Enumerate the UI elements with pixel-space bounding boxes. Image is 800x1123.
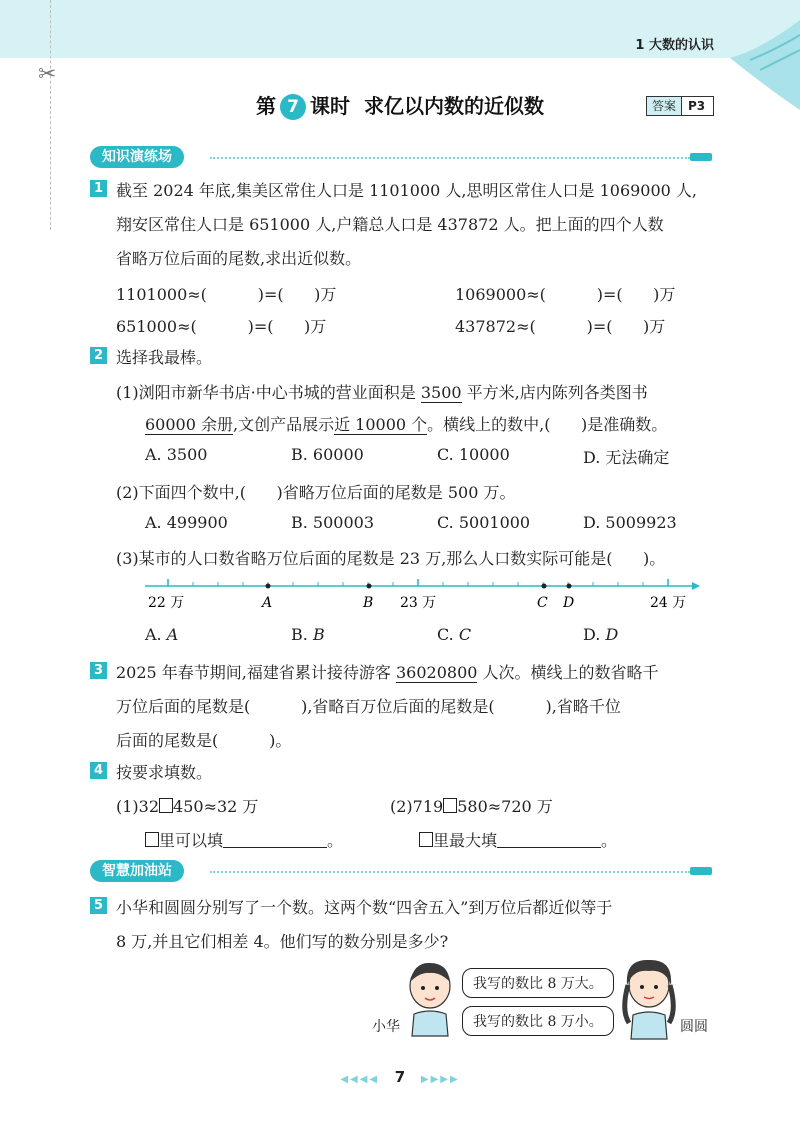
point-d-label: D [563, 595, 575, 611]
q2-s3-option-a [145, 625, 178, 644]
question-number-4: 4 [90, 762, 107, 779]
number-line [140, 574, 700, 614]
answer-reference [646, 96, 714, 116]
number-line-label-mid: 23 万 [400, 595, 437, 611]
pencil-icon [690, 153, 712, 161]
q3-text-a: 2025 年春节期间,福建省累计接待游客 [116, 663, 391, 682]
girl-illustration [615, 955, 683, 1041]
q2-s1-option-b: B. 60000 [291, 445, 364, 464]
left-arrows-icon: ◀◀◀◀ [340, 1074, 380, 1085]
section-divider [210, 871, 690, 873]
q2-s1-text-a: (1)浏阳市新华书店·中心书城的营业面积是 [116, 383, 416, 402]
q4-p2-text-a: (2)719 [390, 797, 444, 816]
q2-sub3: (3)某市的人口数省略万位后面的尾数是 23 万,那么人口数实际可能是( )。 [116, 549, 666, 568]
right-arrows-icon: ▶▶▶▶ [420, 1074, 460, 1085]
speech-bubble-boy: 我写的数比 8 万大。 [462, 968, 614, 998]
q4-fill1-text: 里可以填 [159, 831, 224, 850]
q2-s2-option-d: D. 5009923 [583, 513, 677, 532]
q3-line2: 万位后面的尾数是( ),省略百万位后面的尾数是( ),省略千位 [116, 697, 621, 716]
q3-text-b: 人次。横线上的数省略千 [482, 663, 659, 682]
q1-answer-4: 437872≈( )=( )万 [455, 317, 666, 336]
option-value: C [458, 625, 472, 644]
q2-sub1-line1 [116, 380, 648, 403]
q2-s1-option-c: C. 10000 [437, 445, 510, 464]
lesson-number: 7 [280, 94, 306, 120]
question-number-5: 5 [90, 897, 107, 914]
number-line-ticks [168, 579, 668, 586]
q2-s3-option-b [291, 625, 325, 644]
q4-p2-text-b: 580≈720 万 [457, 797, 553, 816]
option-value: D [605, 625, 619, 644]
q4-fill2 [419, 828, 617, 851]
point-c-label: C [537, 595, 548, 611]
q1-answer-1: 1101000≈( )=( )万 [116, 285, 337, 304]
option-value: B [312, 625, 325, 644]
girl-name: 圆圆 [680, 1019, 708, 1035]
title-prefix: 第 [256, 94, 277, 118]
section-banner-challenge: 智慧加油站 [90, 860, 184, 882]
q4-fill1 [145, 828, 343, 851]
q4-fill2-text: 里最大填 [433, 831, 498, 850]
answer-blank-line[interactable] [497, 833, 601, 848]
q2-s1-text-c: ,文创产品展示 [233, 415, 335, 434]
point-a-dot [266, 584, 271, 589]
point-d-dot [567, 584, 572, 589]
pencil-icon [690, 867, 712, 875]
q4-part2 [390, 794, 553, 817]
q2-s2-option-c: C. 5001000 [437, 513, 531, 532]
title-suffix: 课时 求亿以内数的近似数 [310, 94, 544, 118]
q2-s1-underline-1: 3500 [420, 383, 462, 402]
option-value: A [166, 625, 179, 644]
page-footer [0, 1068, 800, 1086]
blank-box [419, 832, 433, 847]
number-line-label-left: 22 万 [148, 595, 185, 611]
q3-underlined-number: 36020800 [396, 663, 478, 682]
section-banner-practice: 知识演练场 [90, 146, 184, 168]
answer-blank-line[interactable] [223, 833, 327, 848]
section-divider [210, 157, 690, 159]
answer-page: P3 [688, 99, 706, 113]
q4-part1 [116, 794, 258, 817]
option-letter: D. [583, 625, 601, 644]
q1-line2: 翔安区常住人口是 651000 人,户籍总人口是 437872 人。把上面的四个人数 [116, 215, 664, 234]
point-a-label: A [262, 595, 273, 611]
q4-p1-text-a: (1)32 [116, 797, 160, 816]
q1-answer-2: 1069000≈( )=( )万 [455, 285, 676, 304]
number-line-label-right: 24 万 [650, 595, 687, 611]
q4-title: 按要求填数。 [116, 763, 213, 782]
option-letter: C. [437, 625, 454, 644]
q2-s3-option-d [583, 625, 618, 644]
point-b-dot [367, 584, 372, 589]
speech-bubble-girl: 我写的数比 8 万小。 [462, 1006, 614, 1036]
q2-s1-option-d: D. 无法确定 [583, 448, 670, 467]
page-number: 7 [394, 1068, 406, 1086]
q2-title: 选择我最棒。 [116, 348, 213, 367]
question-number-3: 3 [90, 662, 107, 679]
q2-sub1-line2 [145, 412, 667, 435]
point-c-dot [542, 584, 547, 589]
chapter-label: 1 大数的认识 [635, 38, 714, 53]
question-number-1: 1 [90, 180, 107, 197]
q4-p1-text-b: 450≈32 万 [173, 797, 259, 816]
q1-line1: 截至 2024 年底,集美区常住人口是 1101000 人,思明区常住人口是 1069000 人, [116, 181, 698, 200]
q3-line1 [116, 660, 659, 683]
option-letter: B. [291, 625, 308, 644]
answer-label: 答案 [647, 97, 682, 115]
blank-box [145, 832, 159, 847]
scissors-icon: ✂ [38, 62, 57, 87]
q5-line2: 8 万,并且它们相差 4。他们写的数分别是多少? [116, 932, 449, 951]
option-letter: A. [145, 625, 162, 644]
q2-s2-option-b: B. 500003 [291, 513, 375, 532]
q2-s1-text-b: 平方米,店内陈列各类图书 [466, 383, 648, 402]
q2-s1-option-a: A. 3500 [145, 445, 208, 464]
q1-line3: 省略万位后面的尾数,求出近似数。 [116, 249, 362, 268]
q2-s1-text-d: 。横线上的数中,( )是准确数。 [427, 415, 668, 434]
q2-s1-underline-3: 近 10000 个 [334, 415, 428, 434]
q5-line1: 小华和圆圆分别写了一个数。这两个数“四舍五入”到万位后都近似等于 [116, 898, 613, 917]
question-number-2: 2 [90, 347, 107, 364]
blank-box [159, 798, 173, 813]
q2-s2-option-a: A. 499900 [145, 513, 228, 532]
boy-illustration [400, 958, 460, 1040]
q3-line3: 后面的尾数是( )。 [116, 731, 292, 750]
q2-s3-option-c [437, 625, 471, 644]
q2-sub2: (2)下面四个数中,( )省略万位后面的尾数是 500 万。 [116, 483, 516, 502]
blank-box [443, 798, 457, 813]
q4-fill1-period: 。 [327, 831, 344, 850]
q4-fill2-period: 。 [601, 831, 618, 850]
boy-name: 小华 [372, 1019, 400, 1035]
q2-s1-underline-2: 60000 余册 [145, 415, 233, 434]
point-b-label: B [363, 595, 374, 611]
q1-answer-3: 651000≈( )=( )万 [116, 317, 327, 336]
